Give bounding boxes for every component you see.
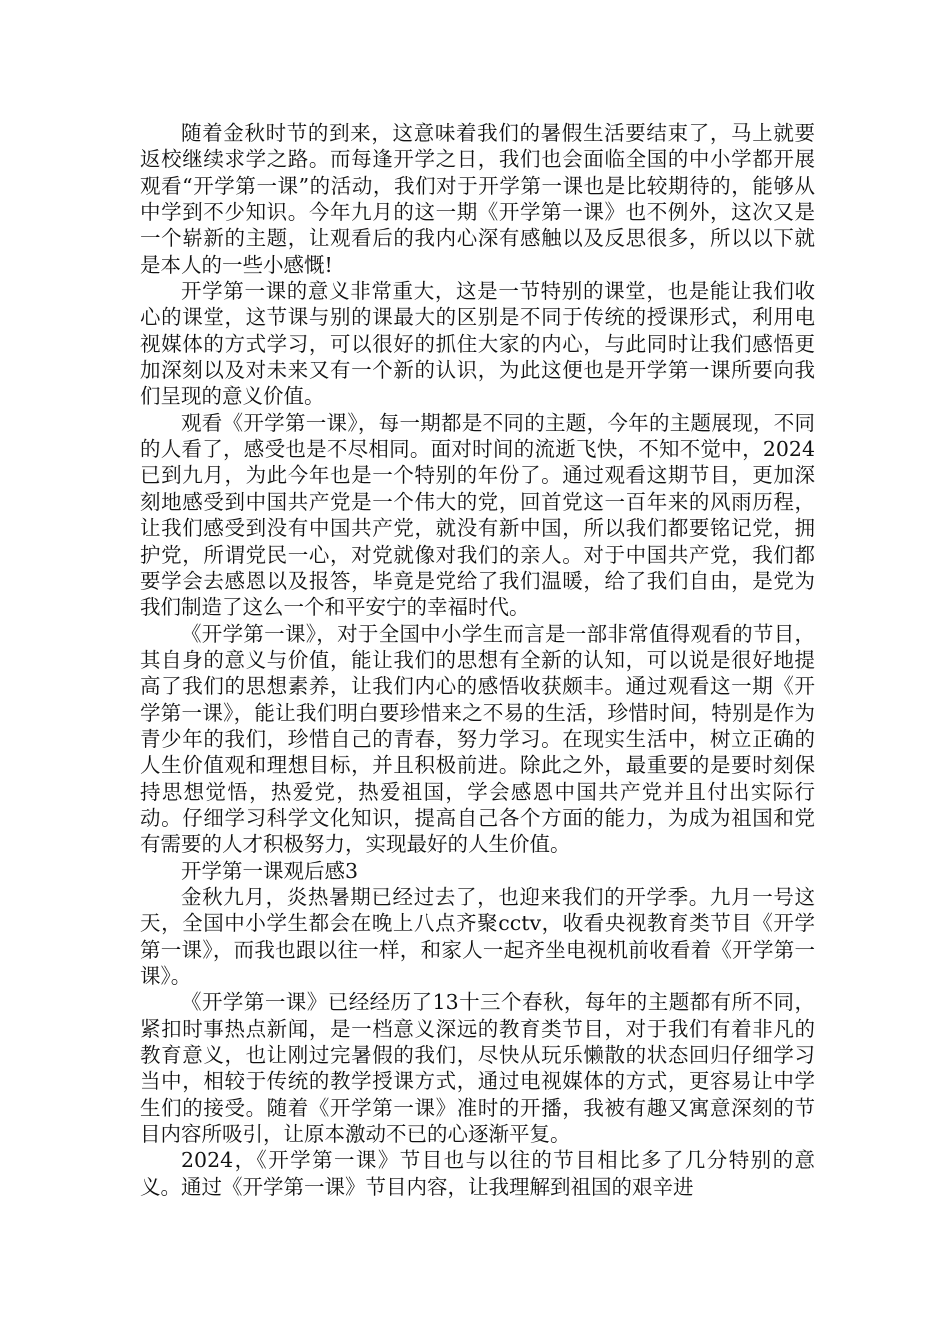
paragraph: 观看《开学第一课》，每一期都是不同的主题，今年的主题展现，不同的人看了，感受也是不尽相同。面对时间的流逝飞快，不知不觉中，2024已到九月，为此今年也是一个特别的年份了。通过观看这期节目，更加深刻地感受到中国共产党是一个伟大的党，回首党这一百年来的风雨历程，让我们感受到没有中国共产党，就没有新中国，所以我们都要铭记党，拥护党，所谓党民一心，对党就像对我们的亲人。对于中国共产党，我们都要学会去感恩以及报答，毕竟是党给了我们温暖，给了我们自由，是党为我们制造了这么一个和平安宁的幸福时代。 (140, 410, 815, 620)
paragraph: 《开学第一课》已经经历了13十三个春秋，每年的主题都有所不同，紧扣时事热点新闻，是一档意义深远的教育类节目，对于我们有着非凡的教育意义，也让刚过完暑假的我们，尽快从玩乐懒散的状态回归仔细学习当中，相较于传统的教学授课方式，通过电视媒体的方式，更容易让中学生们的接受。随着《开学第一课》准时的开播，我被有趣又寓意深刻的节目内容所吸引，让原本激动不已的心逐渐平复。 (140, 990, 815, 1147)
paragraph: 《开学第一课》，对于全国中小学生而言是一部非常值得观看的节目，其自身的意义与价值，能让我们的思想有全新的认知，可以说是很好地提高了我们的思想素养，让我们内心的感悟收获颇丰。通过观看这一期《开学第一课》，能让我们明白要珍惜来之不易的生活，珍惜时间，特别是作为青少年的我们，珍惜自己的青春，努力学习。在现实生活中，树立正确的人生价值观和理想目标，并且积极前进。除此之外，最重要的是要时刻保持思想觉悟，热爱党，热爱祖国，学会感恩中国共产党并且付出实际行动。仔细学习科学文化知识，提高自己各个方面的能力，为成为祖国和党有需要的人才积极努力，实现最好的人生价值。 (140, 621, 815, 857)
document-body (140, 120, 815, 1200)
paragraph: 随着金秋时节的到来，这意味着我们的暑假生活要结束了，马上就要返校继续求学之路。而每逢开学之日，我们也会面临全国的中小学都开展观看“开学第一课”的活动，我们对于开学第一课也是比较期待的，能够从中学到不少知识。今年九月的这一期《开学第一课》也不例外，这次又是一个崭新的主题，让观看后的我内心深有感触以及反思很多，所以以下就是本人的一些小感慨! (140, 121, 815, 277)
paragraph: 金秋九月，炎热暑期已经过去了，也迎来我们的开学季。九月一号这天，全国中小学生都会在晚上八点齐聚cctv，收看央视教育类节目《开学第一课》，而我也跟以往一样，和家人一起齐坐电视机前收看着《开学第一课》。 (140, 884, 815, 988)
section-heading: 开学第一课观后感3 (181, 858, 359, 883)
paragraph: 2024，《开学第一课》节目也与以往的节目相比多了几分特别的意义。通过《开学第一课》节目内容，让我理解到祖国的艰辛进 (140, 1148, 815, 1199)
paragraph: 开学第一课的意义非常重大，这是一节特别的课堂，也是能让我们收心的课堂，这节课与别的课最大的区别是不同于传统的授课形式，利用电视媒体的方式学习，可以很好的抓住大家的内心，与此同时让我们感悟更加深刻以及对未来又有一个新的认识，为此这便也是开学第一课所要向我们呈现的意义价值。 (140, 279, 815, 409)
